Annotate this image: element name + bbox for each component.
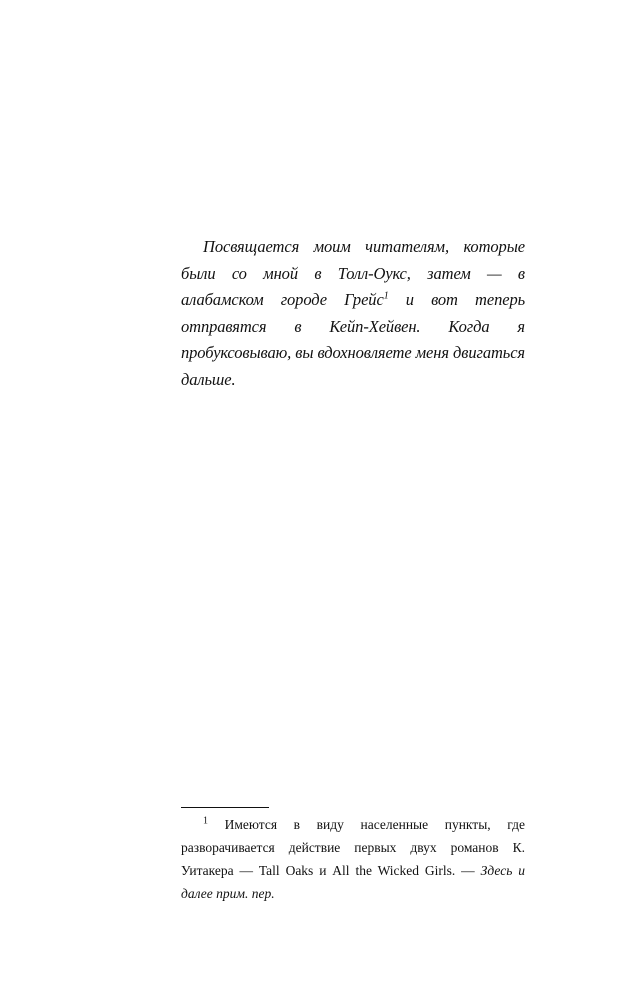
footnote-marker: 1 <box>203 815 208 827</box>
footnote-separator-line <box>181 807 269 808</box>
footnote-text: Имеются в виду населенные пункты, где разворачивается действие первых двух романов К. Уитакера — Tall Oaks и All the Wicked Girls. — <box>181 817 525 878</box>
footnote <box>181 813 525 905</box>
footnote-translator-note: Здесь и далее прим. пер. <box>181 863 526 901</box>
dedication-text-part-1: Посвящается моим читателям, которые были со мной в Толл-Оукс, затем — в алабамском городе Грейс <box>181 237 525 309</box>
footnote-reference-mark: 1 <box>383 290 389 302</box>
dedication-text <box>181 234 525 393</box>
dedication-text-part-2: и вот теперь отправятся в Кейп-Хейвен. Когда я пробуксовываю, вы вдохновляете меня двигаться дальше. <box>181 290 526 389</box>
